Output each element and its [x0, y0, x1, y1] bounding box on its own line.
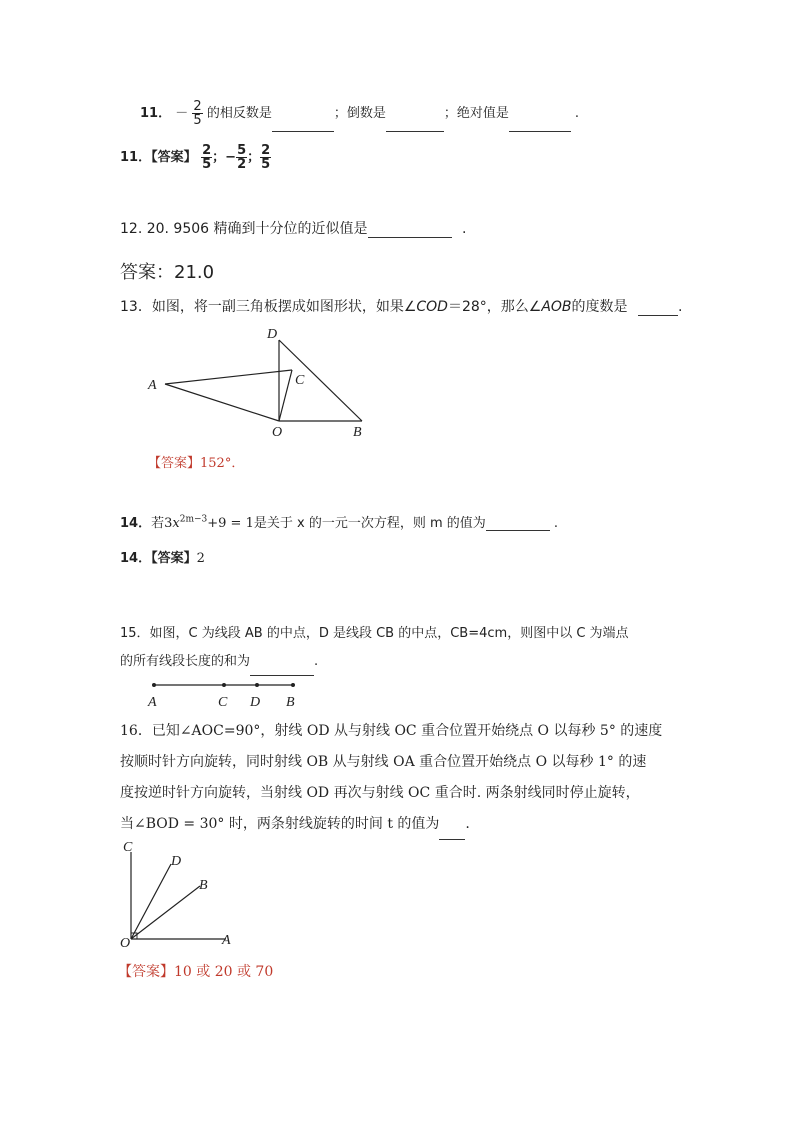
question-text: 的相反数是 [206, 106, 272, 121]
minus-sign: － [175, 106, 189, 121]
period: . [574, 106, 579, 121]
question-11 [140, 96, 579, 132]
point-label-d: D [250, 695, 261, 710]
figure-13-triangles [140, 322, 380, 444]
angle-name: COD [416, 299, 448, 315]
answer-blank [386, 117, 444, 132]
point-label-o: O [120, 936, 131, 951]
period: . [461, 221, 467, 237]
question-text: 是关于 x 的一元一次方程，则 m 的值为 [253, 516, 486, 531]
point-label-a: A [148, 695, 157, 710]
answer-14 [120, 547, 205, 566]
answer-13 [148, 452, 244, 471]
period: . [677, 299, 683, 315]
question-13 [120, 296, 682, 316]
fraction: $\frac{2}{5}$ [202, 143, 212, 172]
point-label-b: B [353, 425, 362, 440]
question-16 [120, 716, 662, 840]
question-number: 14． [120, 516, 152, 531]
answer-text: 答案：21.0 [120, 262, 215, 283]
question-14 [120, 512, 558, 531]
point-label-a: A [148, 378, 157, 393]
question-text: 13．如图，将一副三角板摆成如图形状，如果∠ [120, 299, 417, 315]
point-label-a: A [222, 933, 231, 948]
question-text-line: 度按逆时针方向旋转，当射线 OD 再次与射线 OC 重合时. 两条射线同时停止旋转， [120, 785, 640, 801]
question-text: 若 [151, 516, 165, 531]
point-label-o: O [272, 425, 283, 440]
answer-blank [638, 301, 678, 316]
answer-blank [486, 516, 550, 531]
figure-15-segment [140, 676, 310, 712]
answer-blank [272, 117, 334, 132]
answer-value: 2 [196, 551, 205, 566]
period: . [553, 516, 559, 531]
question-text: 的度数是 [571, 299, 628, 315]
question-text: ＝28°，那么∠ [447, 299, 542, 315]
question-text-line: 的所有线段长度的和为 [120, 654, 251, 669]
fraction: $\frac{2}{5}$ [193, 99, 202, 128]
answer-16 [118, 961, 273, 981]
fraction: $\frac{5}{2}$ [237, 143, 247, 172]
period: . [314, 654, 319, 669]
exponent: 2m−3 [179, 514, 208, 525]
equation-rest: +9 = 1 [207, 516, 254, 531]
question-12 [120, 218, 466, 238]
answer-label: 14．【答案】 [120, 551, 197, 566]
point-label-c: C [123, 840, 133, 855]
answer-blank [250, 661, 314, 676]
answer-label: 11．【答案】 [120, 150, 197, 165]
point-label-b: B [286, 695, 295, 710]
point-label-b: B [199, 878, 208, 893]
equation [164, 516, 254, 531]
answer-value: 152°． [200, 456, 245, 471]
question-text-line: 15．如图，C 为线段 AB 的中点，D 是线段 CB 的中点，CB=4cm，则图中以 C 为端点 [120, 626, 629, 641]
answer-12 [120, 258, 214, 284]
variable: x [172, 516, 180, 531]
coefficient: 3 [164, 516, 173, 531]
figure-16-rays [116, 836, 246, 952]
answer-blank [509, 117, 571, 132]
question-text-line: 按顺时针方向旋转，同时射线 OB 从与射线 OA 重合位置开始绕点 O 以每秒 1° 的速 [120, 754, 647, 770]
question-number: 11． [140, 106, 172, 121]
question-text-line: 当∠BOD = 30° 时，两条射线旋转的时间 t 的值为 [120, 816, 440, 832]
question-text: 12. 20. 9506 精确到十分位的近似值是 [120, 221, 368, 237]
answer-label: 【答案】 [148, 456, 201, 471]
point-label-d: D [267, 327, 278, 342]
question-text: ；倒数是 [333, 106, 386, 121]
question-text-line: 16．已知∠AOC=90°，射线 OD 从与射线 OC 重合位置开始绕点 O 以每秒 5° 的速度 [120, 723, 663, 739]
question-15 [120, 620, 629, 676]
point-label-d: D [171, 854, 182, 869]
answer-blank [368, 223, 452, 238]
point-label-c: C [218, 695, 228, 710]
answer-value: 10 或 20 或 70 [174, 964, 274, 980]
fraction: $\frac{2}{5}$ [261, 143, 271, 172]
answer-blank [439, 825, 465, 840]
question-text: ；绝对值是 [443, 106, 509, 121]
answer-label: 【答案】 [118, 964, 174, 980]
angle-name: AOB [541, 299, 572, 315]
separator: ； [247, 150, 261, 165]
answer-11 [120, 140, 271, 176]
period: . [465, 816, 470, 832]
separator: ；− [212, 150, 237, 165]
point-label-c: C [295, 373, 305, 388]
